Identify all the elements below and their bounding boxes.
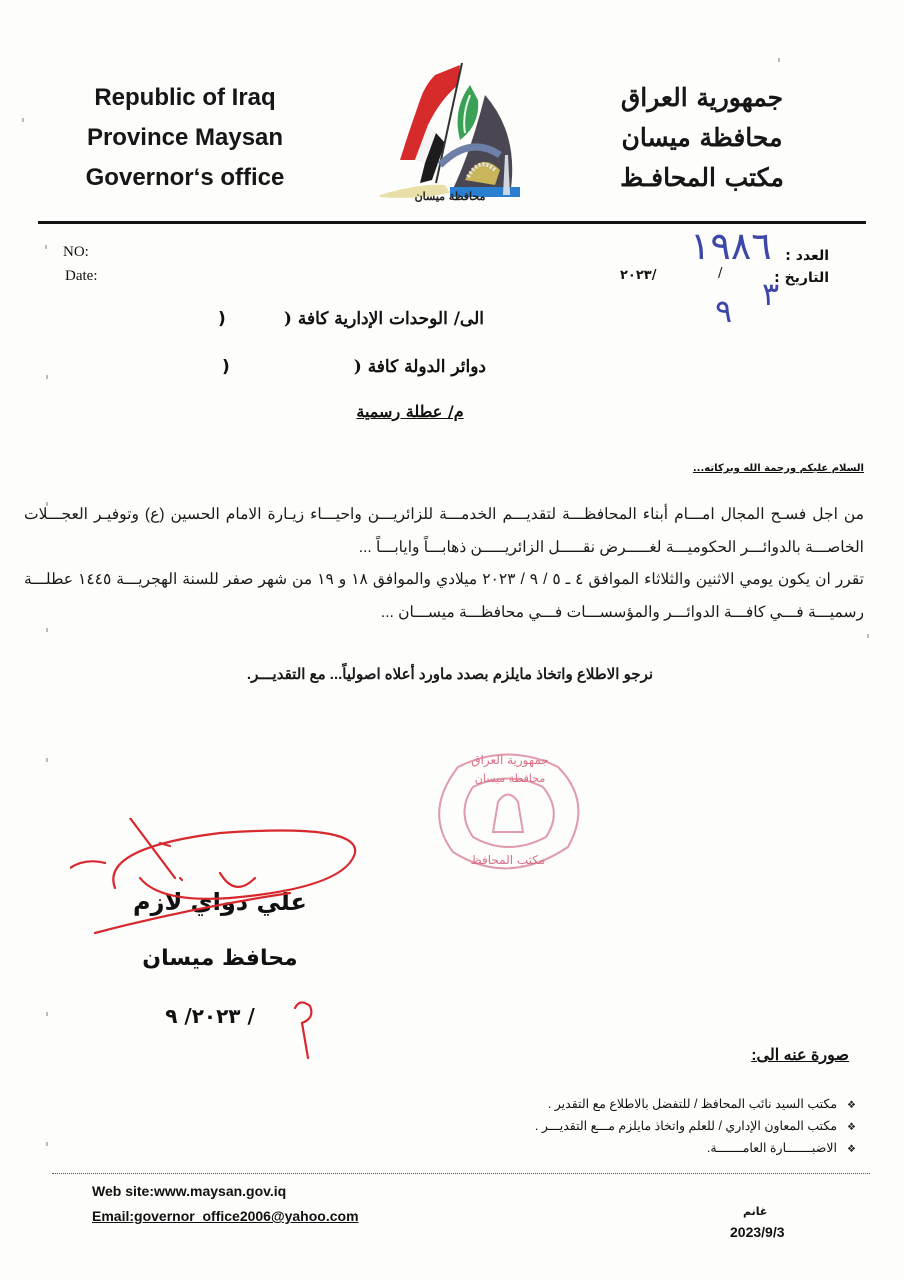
number-label-en: NO: [63,244,89,260]
english-header-line-1: Republic of Iraq [94,84,276,111]
cc-item: ❖ مكتب السيد نائب المحافظ / للتفضل بالاطلاع مع التقدير . [535,1094,856,1116]
arabic-header-line-3: مكتب المحافـظ [620,163,784,192]
greeting: السلام عليكم ورحمة الله وبركاته... [692,463,864,474]
logo-caption: محافظة ميسان [414,190,486,203]
date-label-en: Date: [65,268,98,284]
english-header-line-2: Province Maysan [86,124,284,151]
stamp-middle-text: محافظة ميسان [474,772,546,785]
stamp-inner-ring [465,779,554,848]
scan-speck [46,1142,48,1146]
typed-date: 2023/9/3 [730,1224,785,1240]
date-label-ar: التاريخ : [774,270,829,286]
number-label-ar: العدد : [785,248,829,264]
email-link[interactable]: Email:governor_office2006@yahoo.com [92,1208,359,1224]
subject-line: م/ عطلة رسمية [356,402,464,421]
cc-item: ❖ الاضبـــــــارة العامـــــــة. [535,1138,856,1160]
recipient-line-2-close: ) [222,357,230,377]
scan-speck [46,375,48,379]
footer-divider [52,1173,870,1174]
handwritten-reference-number: ١٩٨٦ [690,224,772,268]
recipient-line-1-close: ) [218,309,226,329]
signer-name: علي دواي لازم [133,888,307,916]
recipient-line-1: الى/ الوحدات الإدارية كافة ( [283,309,484,329]
signature-left-tail [70,861,105,868]
signature-date: ٢٠٢٣/ ٩ / [165,1004,255,1028]
scan-speck [778,58,780,62]
handwritten-date-month: ٩ [715,292,733,330]
arabic-header-line-2: محافظة ميسان [621,123,783,152]
body-paragraph-1: من اجل فسـح المجال امـــام أبناء المحافظـــة لتقديـــم الخدمـــة للزائريـــن واحيـــاء زيـارة الامام الحسين (ع) وتوفيـر العجـــلات الخاصـــة بالدوائـــر الحكوميـــة لغـــــرض نقـــــل الزائريـــــن ذهابـــاً وايابـــاً ... [24,506,864,556]
handwritten-date-day: ٣ [762,275,780,313]
cc-item: ❖ مكتب المعاون الإداري / للعلم واتخاذ مايلزم مـــع التقديـــر . [535,1116,856,1138]
stamp-top-text: جمهورية العراق [471,753,549,767]
date-slash: / [718,266,723,281]
scan-speck [867,634,869,638]
signature-loop [113,831,355,899]
date-year-template: ٢٠٢٣/ [620,268,657,283]
scan-speck [46,502,48,506]
cc-list [535,1094,856,1160]
handwritten-signature [70,818,370,1078]
closing-line: نرجو الاطلاع واتخاذ مايلزم بصدد ماورد أعلاه اصولياً... مع التقديـــر. [246,666,654,683]
stamp-emblem [493,795,523,833]
english-letterhead [55,78,315,198]
scan-speck [46,628,48,632]
body-paragraph-2: تقرر ان يكون يومي الاثنين والثلاثاء الموافق ٤ ـ ٥ / ٩ / ٢٠٢٣ ميلادي والموافق ١٨ و ١٩ من شهر صفر للسنة الهجريـــة ١٤٤٥ عطلـــة رسميـــة فـــي كافـــة الدوائـــر والمؤسســـات فـــي محافظـــة ميســـان ... [24,571,864,621]
signature-dot [180,878,182,880]
website-link[interactable]: Web site:www.maysan.gov.iq [92,1183,287,1199]
stamp-bottom-text: مكتب المحافظ [470,853,546,867]
scan-speck [46,1012,48,1016]
handwritten-day-digit [295,1002,311,1058]
scan-speck [45,245,47,249]
arabic-header-line-1: جمهورية العراق [620,83,784,112]
signer-title: محافظ ميسان [142,946,298,971]
scan-speck [22,118,24,122]
signature-mid [220,873,255,887]
scan-speck [46,758,48,762]
english-header-line-3: Governor‘s office [85,164,285,191]
signature-hook [160,843,170,846]
arabic-letterhead [582,78,822,198]
signature-cross [130,818,175,878]
typist-initials: غانم [743,1205,768,1218]
cc-title: صورة عنه الى: [751,1047,849,1064]
official-stamp [418,742,598,882]
recipient-line-2: دوائر الدولة كافة ( [353,357,486,377]
